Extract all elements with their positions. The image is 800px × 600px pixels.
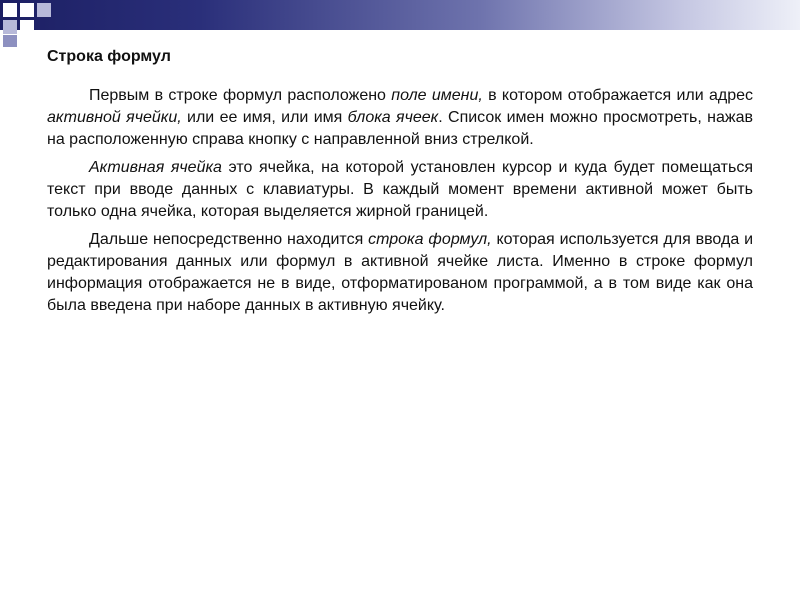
text-segment: . Список имен можно просмотреть, нажав на расположенную справа кнопку с направленной вниз стрелкой.	[47, 109, 754, 148]
italic-term: активной ячейки,	[47, 109, 182, 126]
paragraph	[47, 85, 753, 151]
italic-term: поле имени,	[391, 87, 483, 104]
slide-body	[47, 85, 753, 323]
text-segment: или ее имя, или имя	[181, 109, 348, 126]
text-segment: это ячейка, на которой установлен курсор и куда будет помещаться текст при вводе данных с клавиатуры. В каждый момент времени активной может быть только одна ячейка, которая выделяется жирной границей.	[47, 159, 753, 220]
decor-square	[3, 35, 17, 47]
paragraph	[47, 229, 753, 317]
paragraph	[47, 157, 753, 223]
header-band	[0, 0, 800, 30]
italic-term: блока ячеек	[347, 109, 439, 126]
decor-square	[37, 3, 51, 17]
text-segment: которая используется для ввода и редактирования данных или формул в активной ячейке листа. Именно в строке формул информация отображается не в виде, отформатированом программой, а в том виде как она была введена при наборе данных в активную ячейку.	[47, 231, 754, 314]
slide-title: Строка формул	[47, 48, 171, 65]
italic-term: строка формул,	[368, 231, 492, 248]
decorative-squares	[0, 0, 60, 50]
decor-square	[3, 20, 17, 34]
decor-square	[3, 3, 17, 17]
italic-term: Активная ячейка	[89, 159, 222, 176]
text-segment: в котором отображается или адрес	[482, 87, 754, 104]
decor-square	[20, 3, 34, 17]
text-segment: Дальше непосредственно находится	[89, 231, 369, 248]
decor-square	[20, 20, 34, 34]
text-segment: Первым в строке формул расположено	[89, 87, 392, 104]
